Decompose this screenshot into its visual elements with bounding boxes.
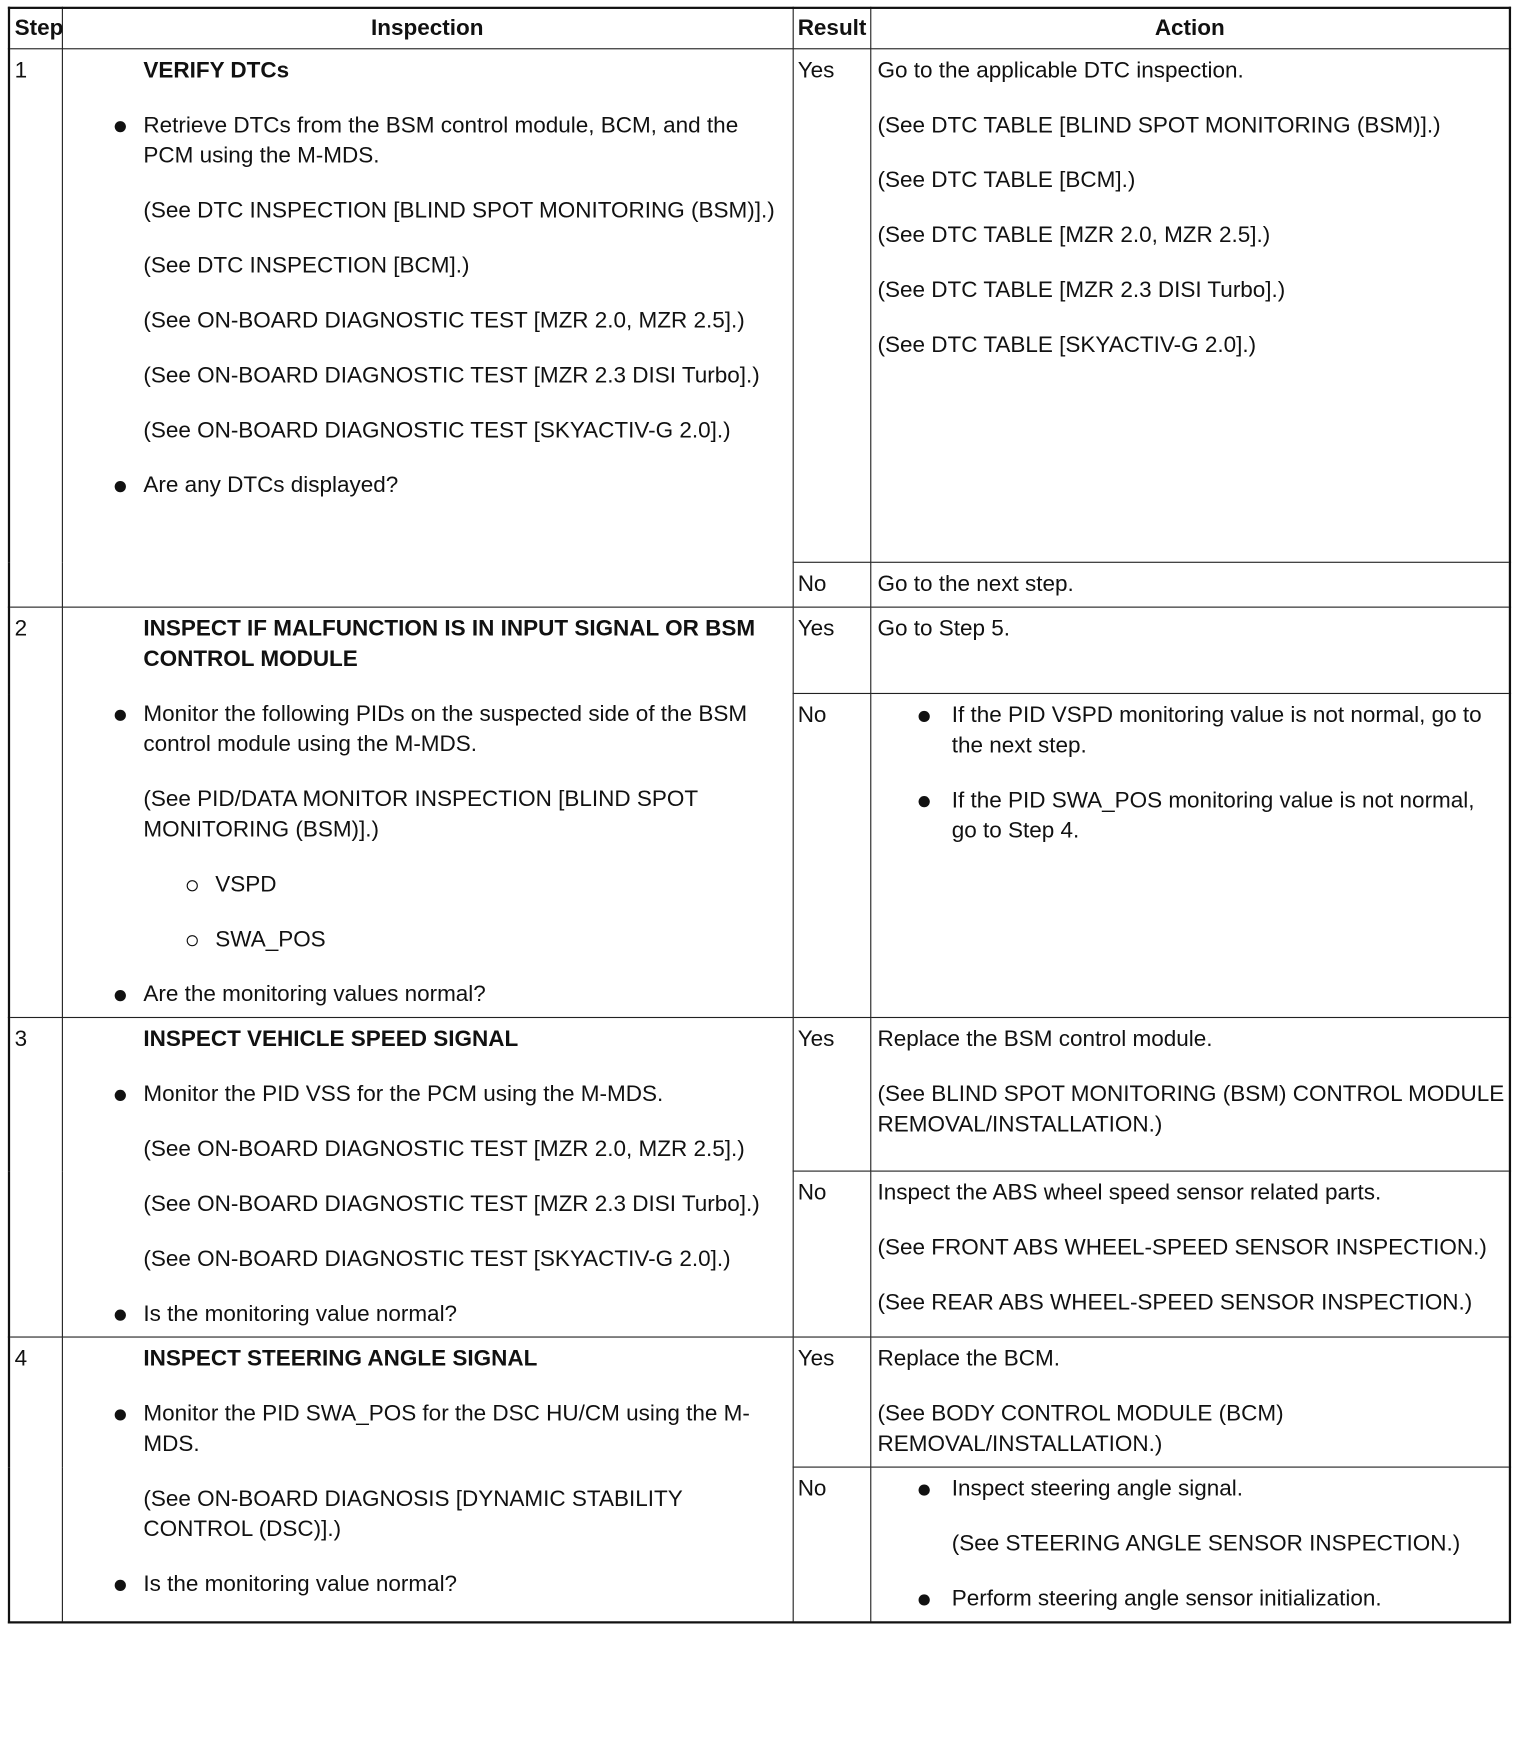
table-row	[9, 49, 1510, 563]
inspection-bullet: Are the monitoring values normal?	[67, 980, 788, 1010]
inspection-title: INSPECT VEHICLE SPEED SIGNAL	[143, 1027, 519, 1052]
inspection-title: INSPECT IF MALFUNCTION IS IN INPUT SIGNAL OR BSM CONTROL MODULE	[143, 616, 756, 672]
action-bullet: Inspect steering angle signal.	[875, 1474, 1504, 1504]
inspection-bullet: Monitor the PID SWA_POS for the DSC HU/CM using the M-MDS.	[67, 1399, 788, 1460]
action-reference: (See FRONT ABS WHEEL-SPEED SENSOR INSPECTION.)	[877, 1235, 1487, 1261]
action-reference: (See DTC TABLE [BCM].)	[877, 168, 1136, 193]
result-yes: Yes	[793, 1017, 871, 1171]
action-bullet: Perform steering angle sensor initialization.	[875, 1584, 1504, 1614]
pid-item: SWA_POS	[67, 925, 788, 955]
inspection-bullet: Monitor the following PIDs on the suspected side of the BSM control module using the M-MDS.	[67, 700, 788, 761]
result-no: No	[793, 693, 871, 1017]
reference-text: (See PID/DATA MONITOR INSPECTION [BLIND SPOT MONITORING (BSM)].)	[143, 787, 698, 843]
inspection-title: INSPECT STEERING ANGLE SIGNAL	[143, 1346, 538, 1372]
reference-text: (See ON-BOARD DIAGNOSTIC TEST [MZR 2.0, MZR 2.5].)	[143, 1136, 745, 1162]
action-text: Go to the next step.	[877, 571, 1074, 597]
result-no: No	[793, 1467, 871, 1622]
reference-text: (See ON-BOARD DIAGNOSTIC TEST [SKYACTIV-G 2.0].)	[143, 1246, 731, 1272]
reference-text: (See ON-BOARD DIAGNOSTIC TEST [MZR 2.0, MZR 2.5].)	[143, 308, 745, 333]
action-reference: (See BLIND SPOT MONITORING (BSM) CONTROL MODULE REMOVAL/INSTALLATION.)	[877, 1081, 1505, 1137]
action-cell	[870, 1337, 1510, 1467]
action-cell	[870, 562, 1510, 607]
action-cell	[870, 1017, 1510, 1171]
action-bullet: If the PID SWA_POS monitoring value is not normal, go to Step 4.	[875, 786, 1504, 847]
header-row	[9, 8, 1510, 49]
header-step: Step	[9, 8, 62, 49]
action-cell	[870, 1467, 1510, 1622]
action-cell	[870, 1171, 1510, 1337]
action-reference: (See REAR ABS WHEEL-SPEED SENSOR INSPECTION.)	[877, 1290, 1473, 1316]
action-reference: (See BODY CONTROL MODULE (BCM) REMOVAL/INSTALLATION.)	[877, 1401, 1284, 1457]
action-cell	[870, 49, 1510, 563]
inspection-bullet: Retrieve DTCs from the BSM control module, BCM, and the PCM using the M-MDS.	[67, 111, 788, 172]
action-reference: (See DTC TABLE [MZR 2.0, MZR 2.5].)	[877, 223, 1271, 248]
step-number: 3	[9, 1017, 62, 1337]
step-number: 2	[9, 607, 62, 1017]
header-result: Result	[793, 8, 871, 49]
result-yes: Yes	[793, 1337, 871, 1467]
action-reference: (See DTC TABLE [SKYACTIV-G 2.0].)	[877, 332, 1257, 358]
reference-text: (See ON-BOARD DIAGNOSTIC TEST [MZR 2.3 DISI Turbo].)	[143, 363, 760, 388]
header-inspection: Inspection	[62, 8, 793, 49]
reference-text: (See DTC INSPECTION [BCM].)	[143, 253, 470, 279]
inspection-title: VERIFY DTCs	[143, 58, 290, 83]
action-cell	[870, 607, 1510, 693]
step-number: 1	[9, 49, 62, 607]
action-text: Replace the BSM control module.	[877, 1027, 1213, 1052]
action-text: Go to Step 5.	[877, 616, 1011, 642]
reference-text: (See ON-BOARD DIAGNOSIS [DYNAMIC STABILITY CONTROL (DSC)].)	[143, 1486, 683, 1542]
action-reference: (See STEERING ANGLE SENSOR INSPECTION.)	[951, 1531, 1461, 1557]
table-row	[9, 607, 1510, 693]
result-yes: Yes	[793, 607, 871, 693]
inspection-bullet: Monitor the PID VSS for the PCM using the M-MDS.	[67, 1080, 788, 1110]
action-reference: (See DTC TABLE [BLIND SPOT MONITORING (BSM)].)	[877, 113, 1441, 138]
inspection-bullet: Is the monitoring value normal?	[67, 1299, 788, 1329]
troubleshooting-table	[8, 7, 1511, 1624]
action-text: Go to the applicable DTC inspection.	[877, 58, 1244, 83]
reference-text: (See DTC INSPECTION [BLIND SPOT MONITORING (BSM)].)	[143, 198, 775, 224]
result-yes: Yes	[793, 49, 871, 563]
inspection-bullet: Is the monitoring value normal?	[67, 1570, 788, 1600]
header-action: Action	[870, 8, 1510, 49]
action-reference: (See DTC TABLE [MZR 2.3 DISI Turbo].)	[877, 278, 1286, 303]
table-row	[9, 1017, 1510, 1171]
action-cell	[870, 693, 1510, 1017]
result-no: No	[793, 1171, 871, 1337]
table-row	[9, 1337, 1510, 1467]
reference-text: (See ON-BOARD DIAGNOSTIC TEST [MZR 2.3 DISI Turbo].)	[143, 1191, 760, 1217]
inspection-cell	[62, 607, 793, 1017]
inspection-cell	[62, 49, 793, 607]
inspection-cell	[62, 1337, 793, 1622]
inspection-bullet: Are any DTCs displayed?	[67, 471, 788, 501]
action-text: Replace the BCM.	[877, 1346, 1060, 1372]
action-bullet: If the PID VSPD monitoring value is not normal, go to the next step.	[875, 701, 1504, 762]
action-text: Inspect the ABS wheel speed sensor related parts.	[877, 1180, 1382, 1206]
step-number: 4	[9, 1337, 62, 1622]
pid-item: VSPD	[67, 870, 788, 900]
reference-text: (See ON-BOARD DIAGNOSTIC TEST [SKYACTIV-G 2.0].)	[143, 418, 731, 443]
result-no: No	[793, 562, 871, 607]
inspection-cell	[62, 1017, 793, 1337]
